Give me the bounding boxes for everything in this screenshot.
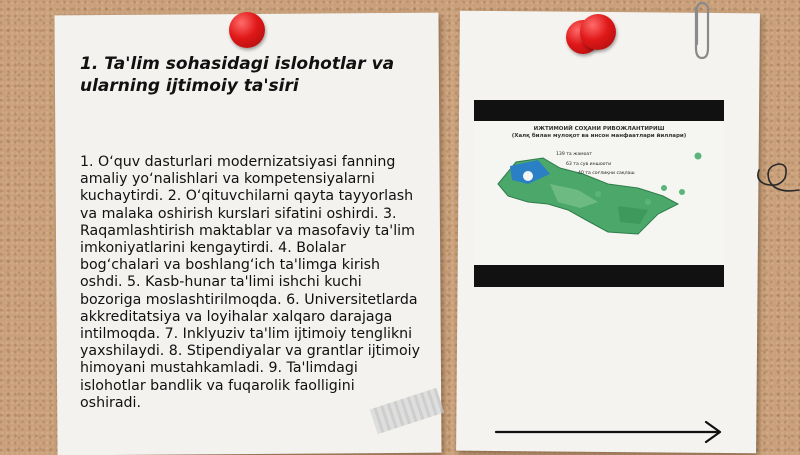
slide-heading-line2: (Халқ билан мулоқот ва инсон манфаатлари йиллари) (511, 132, 687, 139)
uzbekistan-map-icon (488, 144, 713, 244)
slide-label: 40 та соғлиқни сақлаш (578, 171, 635, 176)
slide-heading-line1: ИЖТИМОИЙ СОҲАНИ РИВОЖЛАНТИРИШ (533, 126, 665, 132)
curl-doodle-icon (755, 150, 800, 210)
slide-label: 139 та жамоат (556, 152, 592, 157)
slide-label: 63 та сув иншооти (566, 162, 612, 167)
reform-list-text: 1. O‘quv dasturlari modernizatsiyasi fanning amaliy yo‘nalishlari va kompetensiyalarni kuchaytirdi. 2. O‘qituvchilarni qayta tayyorlash va malaka oshirish kurslari sifatini oshirdi. 3. Raqamlashtirish maktablar va masofaviy ta'lim imkoniyatlarini kengaytirdi. 4. Bolalar bog‘chalari va boshlang‘ich ta'limga kirish oshdi. 5. Kasb-hunar ta'limi ishchi kuchi bozoriga moslashtirilmoqda. 6. Universitetlarda akkreditatsiya va loyihalar xalqaro darajaga intilmoqda. 7. Inklyuziv ta'lim ijtimoiy tenglikni yaxshilaydi. 8. Stipendiyalar va grantlar ijtimoiy himoyani mustahkamladi. 9. Ta'limdagi islohotlar bandlik va fuqarolik faolligini oshiradi. (80, 154, 421, 411)
pushpin-icon (580, 14, 616, 50)
section-title: 1. Ta'lim sohasidagi islohotlar va ularning ijtimoiy ta'siri (80, 54, 395, 96)
slide-heading (474, 126, 724, 139)
pushpin-icon (229, 12, 265, 48)
paperclip-icon (688, 0, 714, 62)
arrow-right-icon (494, 418, 726, 446)
